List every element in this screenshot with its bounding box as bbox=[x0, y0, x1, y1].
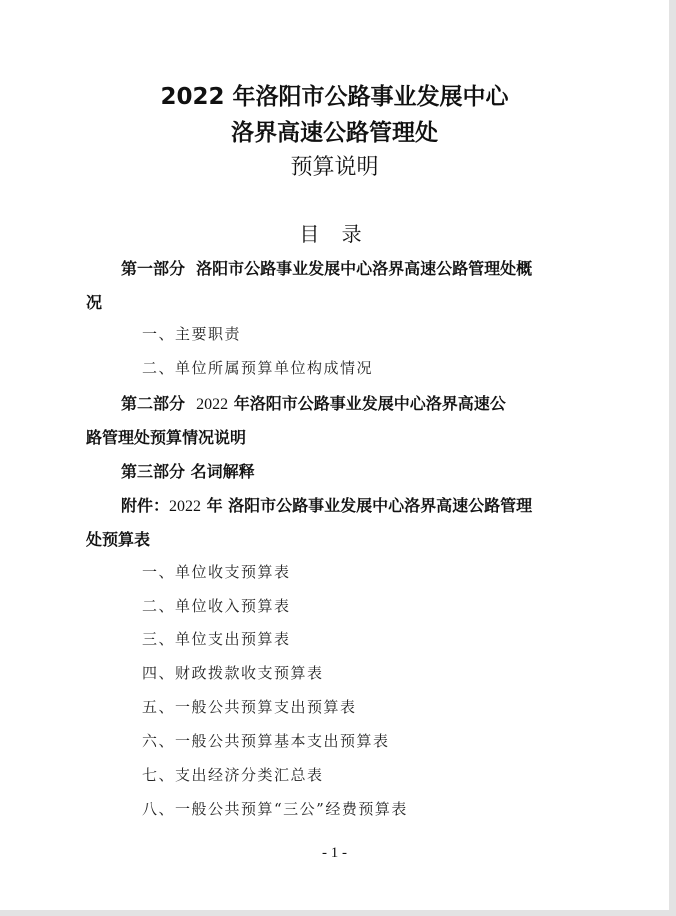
toc-attachment-item-1: 一、单位收支预算表 bbox=[142, 563, 291, 581]
toc-attachment-year: 2022 bbox=[169, 498, 202, 515]
toc-attachment-item-5: 五、一般公共预算支出预算表 bbox=[142, 698, 357, 716]
toc-attachment-item-7: 七、支出经济分类汇总表 bbox=[142, 766, 324, 784]
page-shadow-right bbox=[669, 0, 676, 916]
page-number: - 1 - bbox=[322, 845, 347, 861]
toc-attachment-item-2: 二、单位收入预算表 bbox=[142, 597, 291, 615]
toc-attachment-item-4: 四、财政拨款收支预算表 bbox=[142, 664, 324, 682]
toc-part2-year: 2022 bbox=[196, 396, 229, 413]
title-line-1: 2022 年洛阳市公路事业发展中心 bbox=[160, 84, 509, 110]
page-shadow-bottom bbox=[0, 910, 676, 916]
toc-part1-text: 洛阳市公路事业发展中心洛界高速公路管理处概 bbox=[196, 259, 533, 278]
toc-part1-line1 bbox=[121, 256, 532, 279]
toc-attachment-line2: 处预算表 bbox=[86, 530, 151, 549]
toc-part1-label: 第一部分 bbox=[121, 259, 186, 278]
toc-part3-text: 名词解释 bbox=[190, 462, 255, 481]
toc-part2-line1 bbox=[121, 391, 506, 414]
toc-heading: 目 录 bbox=[299, 222, 370, 246]
toc-attachment-text: 年 洛阳市公路事业发展中心洛界高速公路管理 bbox=[206, 496, 533, 515]
toc-part2-label: 第二部分 bbox=[121, 394, 186, 413]
toc-attachment-label: 附件： bbox=[121, 496, 170, 515]
toc-part3-label: 第三部分 bbox=[121, 462, 186, 481]
toc-attachment-item-6: 六、一般公共预算基本支出预算表 bbox=[142, 732, 390, 750]
toc-part2-text: 年洛阳市公路事业发展中心洛界高速公 bbox=[233, 394, 506, 413]
toc-attachment-line1 bbox=[121, 493, 532, 516]
toc-attachment-item-3: 三、单位支出预算表 bbox=[142, 630, 291, 648]
toc-part3-line bbox=[121, 459, 255, 482]
toc-part1-item-2: 二、单位所属预算单位构成情况 bbox=[142, 359, 374, 377]
toc-part1-item-1: 一、主要职责 bbox=[142, 325, 242, 343]
toc-part2-line2: 路管理处预算情况说明 bbox=[86, 428, 247, 447]
title-line-2: 洛界高速公路管理处 bbox=[231, 120, 438, 146]
toc-attachment-item-8: 八、一般公共预算“三公”经费预算表 bbox=[142, 800, 408, 818]
title-line-3: 预算说明 bbox=[290, 155, 379, 180]
toc-part1-line2: 况 bbox=[86, 293, 103, 312]
